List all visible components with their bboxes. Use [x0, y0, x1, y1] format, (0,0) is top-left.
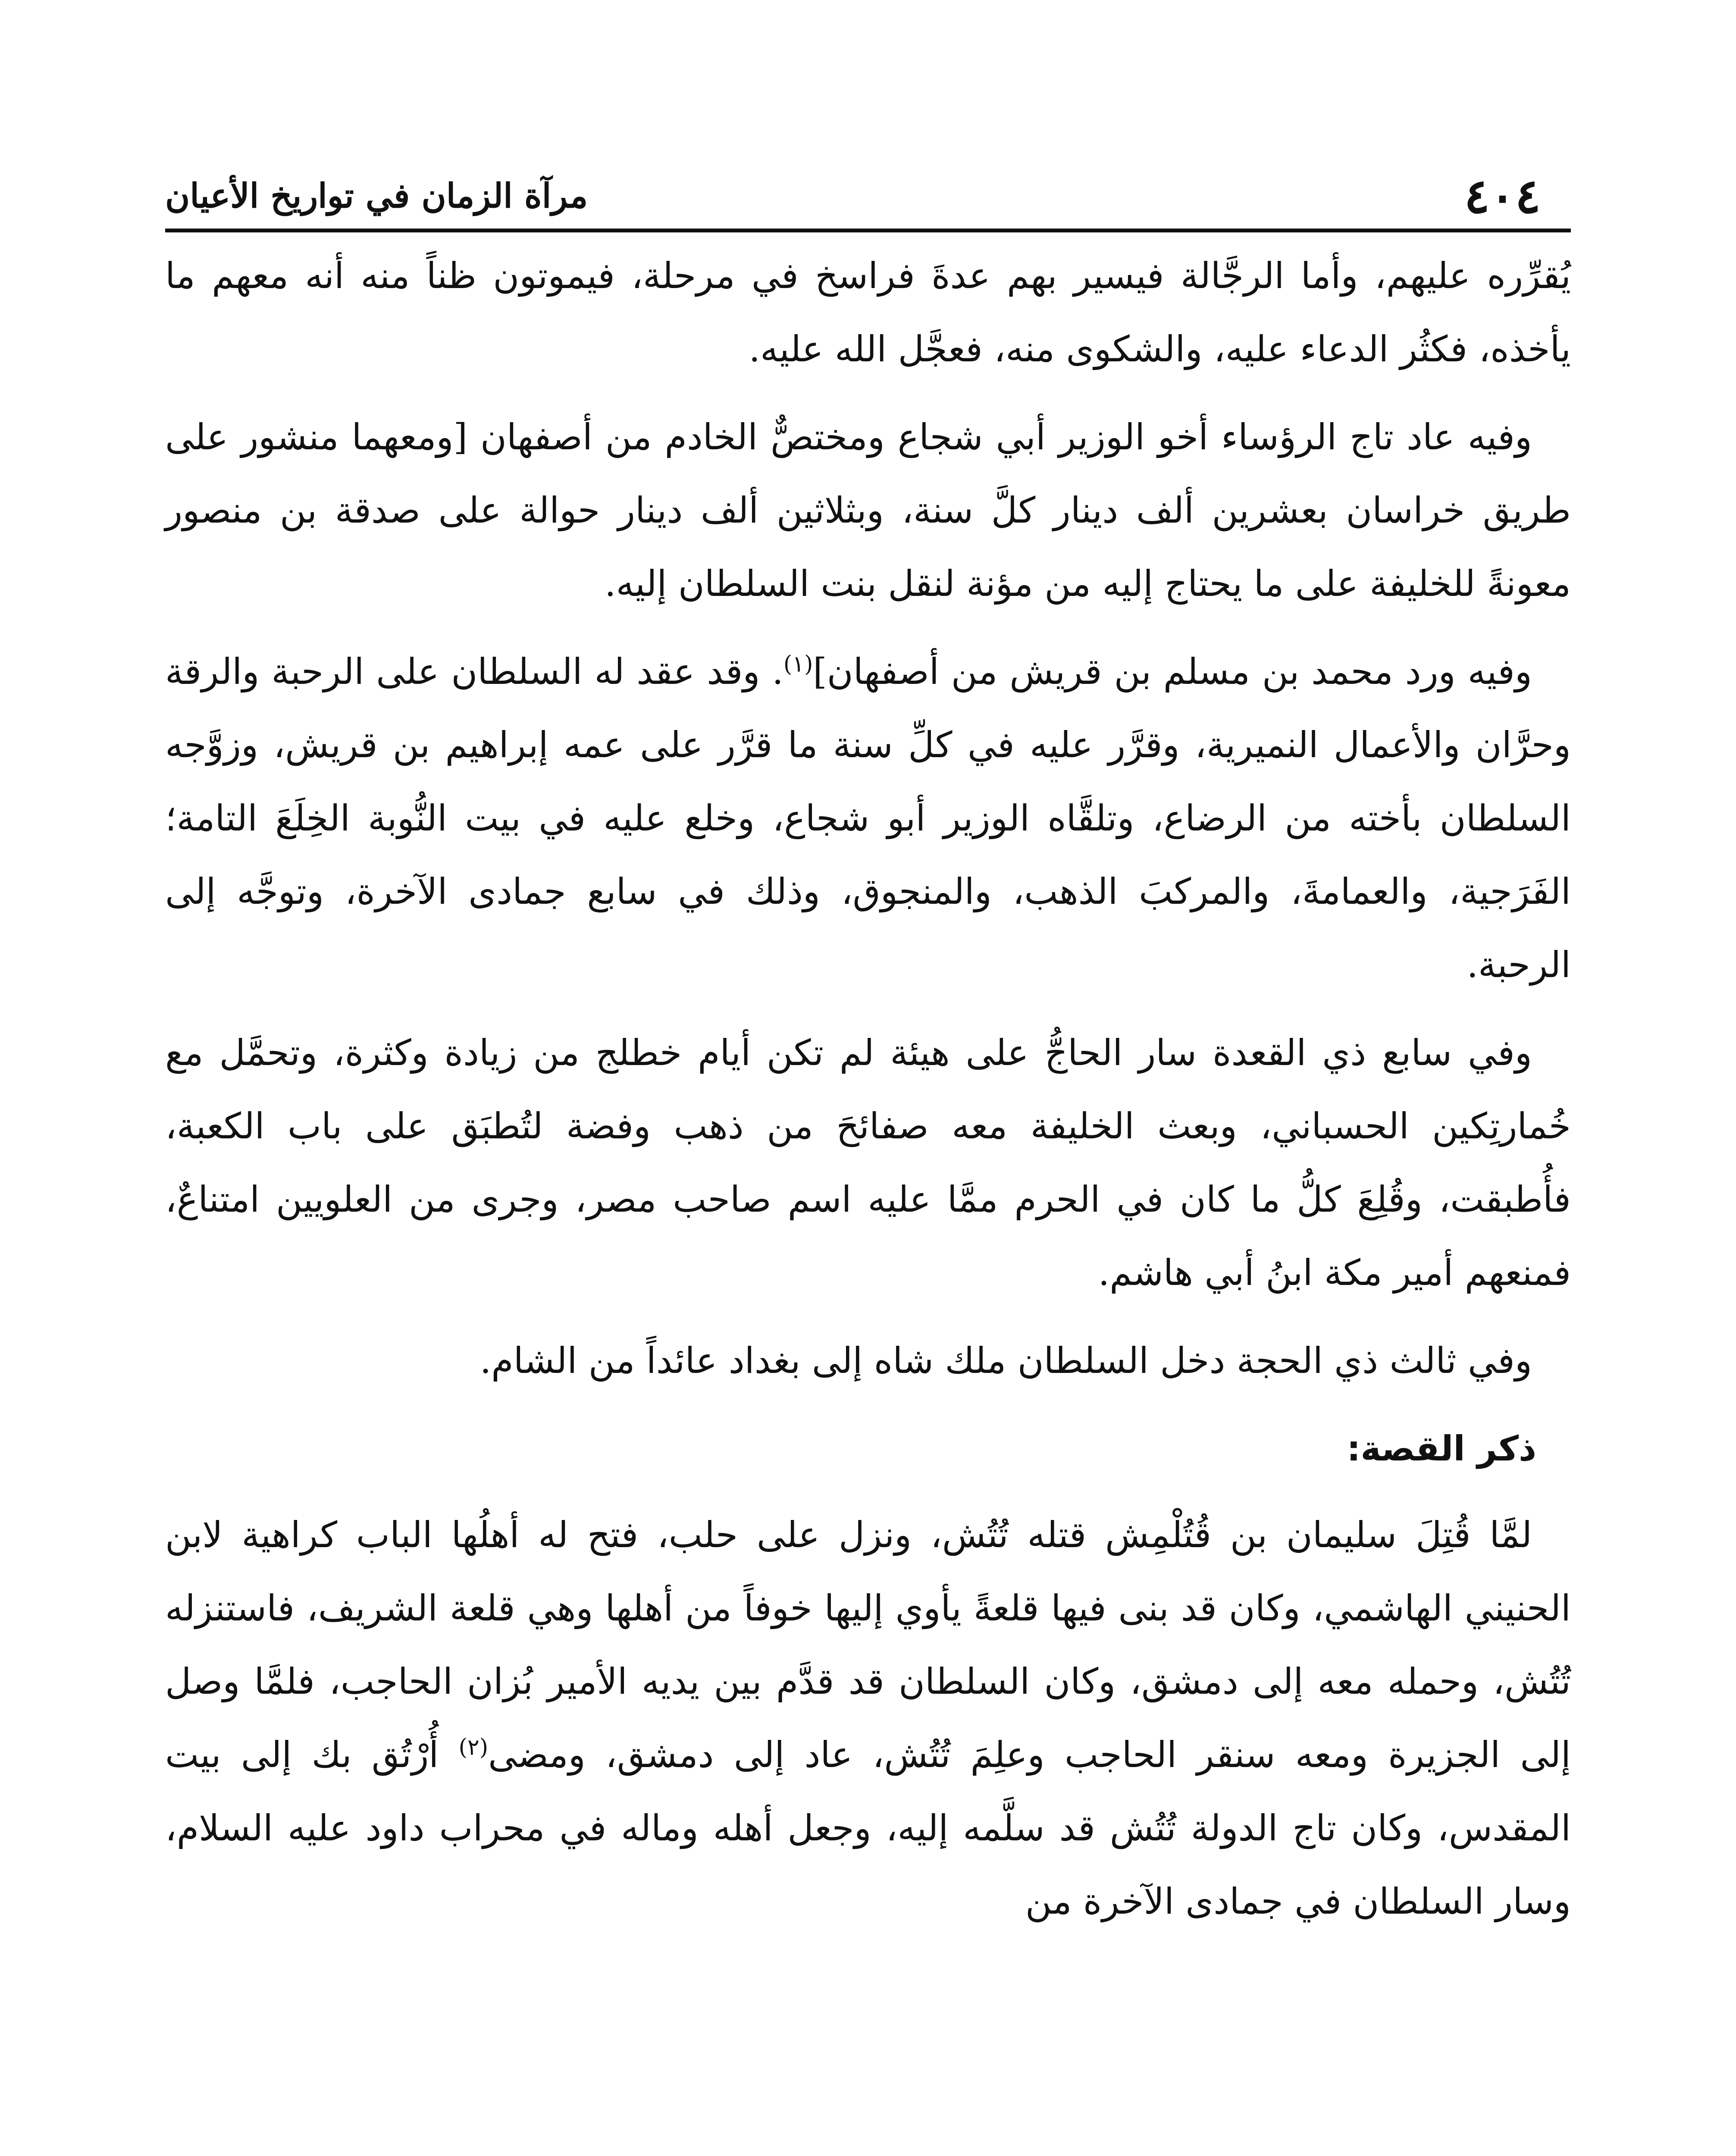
paragraph	[165, 635, 1571, 1002]
paragraph: وفي ثالث ذي الحجة دخل السلطان ملك شاه إلى بغداد عائداً من الشام.	[479, 1340, 1532, 1382]
paragraph: وفي سابع ذي القعدة سار الحاجُّ على هيئة لم تكن أيام خطلج من زيادة وكثرة، وتحمَّل مع خُمارتِكين الحسباني، وبعث الخليفة معه صفائحَ من ذهب وفضة لتُطبَق على باب الكعبة، فأُطبقت، وقُلِعَ كلُّ ما كان في الحرم ممَّا عليه اسم صاحب مصر، وجرى من العلويين امتناعٌ، فمنعهم أمير مكة ابنُ أبي هاشم.	[165, 1032, 1571, 1294]
paragraph-text: أُرْتُق بك إلى بيت المقدس، وكان تاج الدولة تُتُش قد سلَّمه إليه، وجعل أهله وماله في محراب داود عليه السلام، وسار السلطان في جمادى الآخرة من	[165, 1734, 1571, 1922]
running-title: مرآة الزمان في تواريخ الأعيان	[165, 176, 588, 216]
footnote-ref: (١)	[783, 651, 813, 677]
paragraph-text: . وقد عقد له السلطان على الرحبة والرقة وحرَّان والأعمال النميرية، وقرَّر عليه في كلِّ سنة ما قرَّر على عمه إبراهيم بن قريش، وزوَّجه السلطان بأخته من الرضاع، وتلقَّاه الوزير أبو شجاع، وخلع عليه في بيت النُّوبة الخِلَعَ التامة؛ الفَرَجية، والعمامةَ، والمركبَ الذهب، والمنجوق، وذلك في سابع جمادى الآخرة، وتوجَّه إلى الرحبة.	[165, 651, 1571, 986]
header-rule	[165, 229, 1571, 232]
page-header	[165, 164, 1571, 229]
paragraph: وفيه عاد تاج الرؤساء أخو الوزير أبي شجاع ومختصٌّ الخادم من أصفهان [ومعهما منشور على طريق خراسان بعشرين ألف دينار كلَّ سنة، وبثلاثين ألف دينار حوالة على صدقة بن منصور معونةً للخليفة على ما يحتاج إليه من مؤنة لنقل بنت السلطان إليه.	[165, 416, 1571, 605]
page-number: ٤٠٤	[1464, 168, 1541, 224]
paragraph	[165, 1498, 1571, 1938]
paragraph-text: لمَّا قُتِلَ سليمان بن قُتُلْمِش قتله تُتُش، ونزل على حلب، فتح له أهلُها الباب كراهية لابن الحنيني الهاشمي، وكان قد بنى فيها قلعةً يأوي إليها خوفاً من أهلها وهي قلعة الشريف، فاستنزله تُتُش، وحمله معه إلى دمشق، وكان السلطان قد قدَّم بين يديه الأمير بُزان الحاجب، فلمَّا وصل إلى الجزيرة ومعه سنقر الحاجب وعلِمَ تُتُش، عاد إلى دمشق، ومضى	[165, 1514, 1571, 1776]
footnote-ref: (٢)	[458, 1734, 489, 1761]
section-heading: ذكر القصة:	[1347, 1429, 1536, 1469]
main-text	[165, 239, 1571, 1953]
paragraph-text: وفيه ورد محمد بن مسلم بن قريش من أصفهان]	[813, 651, 1532, 693]
paragraph: يُقرِّره عليهم، وأما الرجَّالة فيسير بهم عدةَ فراسخ في مرحلة، فيموتون ظناً منه أنه معهم ما يأخذه، فكثُر الدعاء عليه، والشكوى منه، فعجَّل الله عليه.	[165, 255, 1571, 370]
